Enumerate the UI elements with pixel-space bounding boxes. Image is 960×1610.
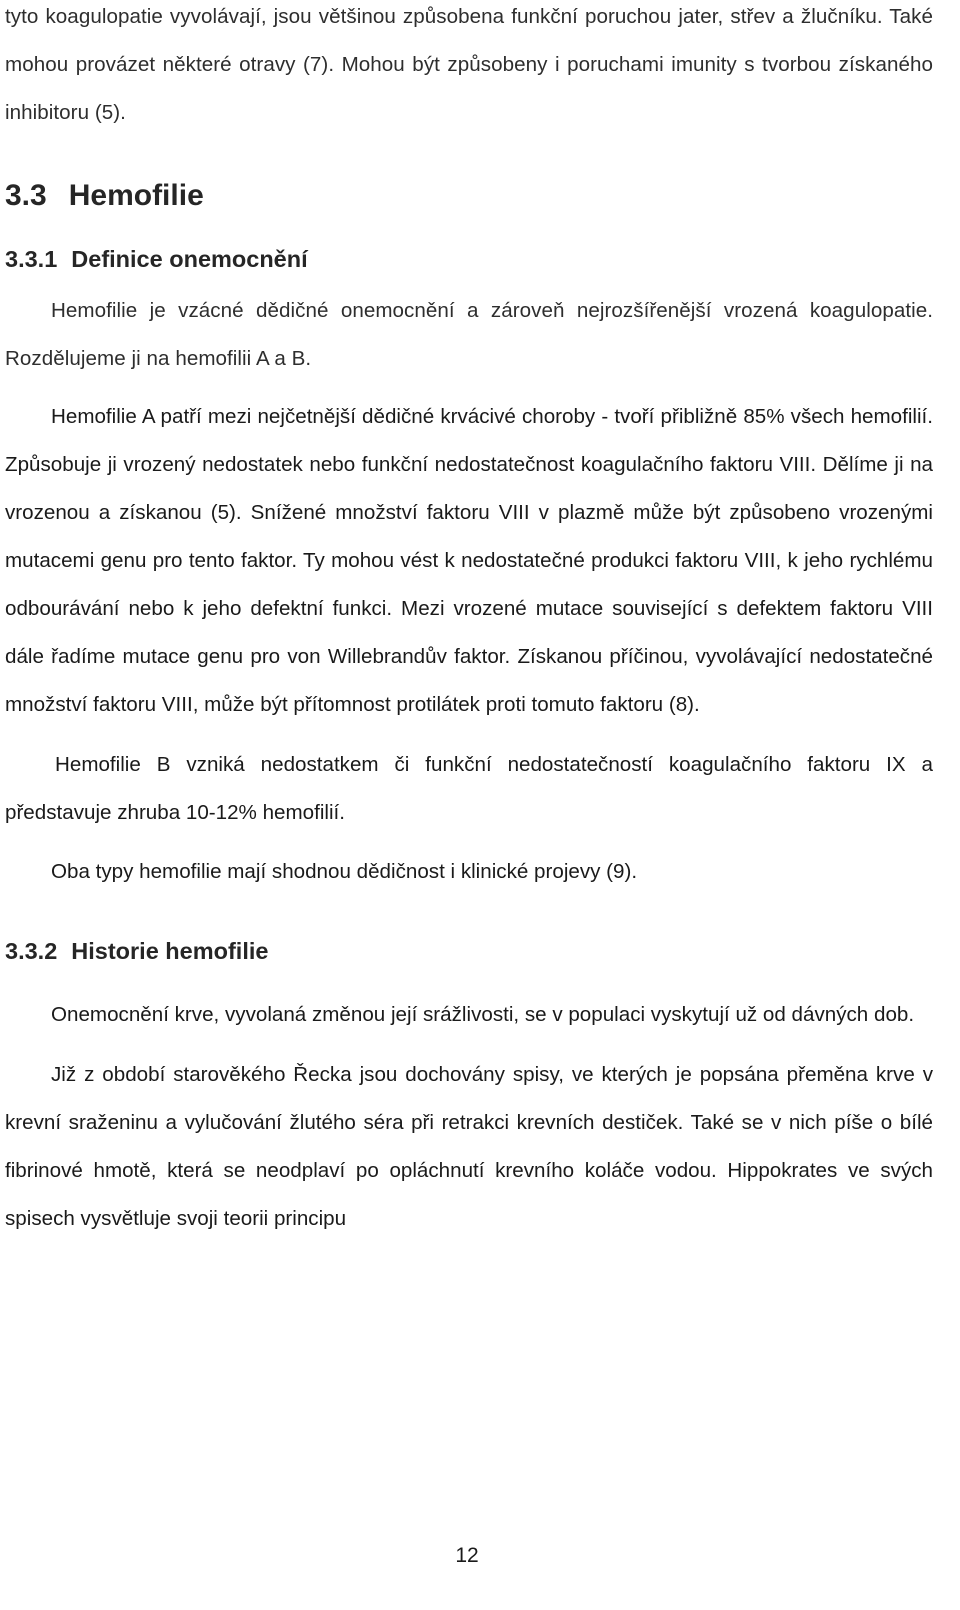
paragraph-hemophilia-a: Hemofilie A patří mezi nejčetnější dědičné krvácivé choroby - tvoří přibližně 85% všech hemofilií. Způsobuje ji vrozený nedostatek nebo funkční nedostatečnost koagulačního faktoru VIII. Dělíme ji na vrozenou a získanou (5). Snížené množství faktoru VIII v plazmě může být způsobeno vrozenými mutacemi genu pro tento faktor. Ty mohou vést k nedostatečné produkci faktoru VIII, k jeho rychlému odbourávání nebo k jeho defektní funkci. Mezi vrozené mutace související s defektem faktoru VIII dále řadíme mutace genu pro von Willebrandův faktor. Získanou příčinou, vyvolávající nedostatečné množství faktoru VIII, může být přítomnost protilátek proti tomuto faktoru (8). xyxy=(5,405,933,716)
section-title: Hemofilie xyxy=(68,179,204,212)
paragraph-definition: Hemofilie je vzácné dědičné onemocnění a zároveň nejrozšířenější vrozená koagulopatie. Rozdělujeme ji na hemofilii A a B. xyxy=(5,299,933,370)
subsection-number: 3.3.2 xyxy=(5,938,58,964)
paragraph-history-greece: Již z období starověkého Řecka jsou dochovány spisy, ve kterých je popsána přeměna krve v krevní sraženinu a vylučování žlutého séra při retrakci krevních destiček. Také se v nich píše o bílé fibrinové hmotě, která se neodplaví po opláchnutí krevního koláče vodou. Hippokrates ve svých spisech vysvětluje svoji teorii principu xyxy=(5,1063,933,1230)
subsection-heading-definition xyxy=(5,243,933,275)
page-number: 12 xyxy=(455,1544,479,1567)
page-content xyxy=(5,0,933,1243)
section-heading xyxy=(5,176,933,216)
subsection-heading-history xyxy=(5,935,933,967)
subsection-number: 3.3.1 xyxy=(5,246,58,272)
paragraph-both-types: Oba typy hemofilie mají shodnou dědičnost i klinické projevy (9). xyxy=(51,860,638,883)
section-number: 3.3 xyxy=(5,179,47,212)
subsection-title: Definice onemocnění xyxy=(71,246,308,272)
paragraph-history-intro: Onemocnění krve, vyvolaná změnou její srážlivosti, se v populaci vyskytují už od dávných dob. xyxy=(51,1003,915,1026)
subsection-title: Historie hemofilie xyxy=(71,938,269,964)
intro-paragraph: tyto koagulopatie vyvolávají, jsou většinou způsobena funkční poruchou jater, střev a žlučníku. Také mohou provázet některé otravy (7). Mohou být způsobeny i poruchami imunity s tvorbou získaného inhibitoru (5). xyxy=(5,5,933,124)
paragraph-hemophilia-b: Hemofilie B vzniká nedostatkem či funkční nedostatečností koagulačního faktoru IX a představuje zhruba 10-12% hemofilií. xyxy=(5,753,933,824)
